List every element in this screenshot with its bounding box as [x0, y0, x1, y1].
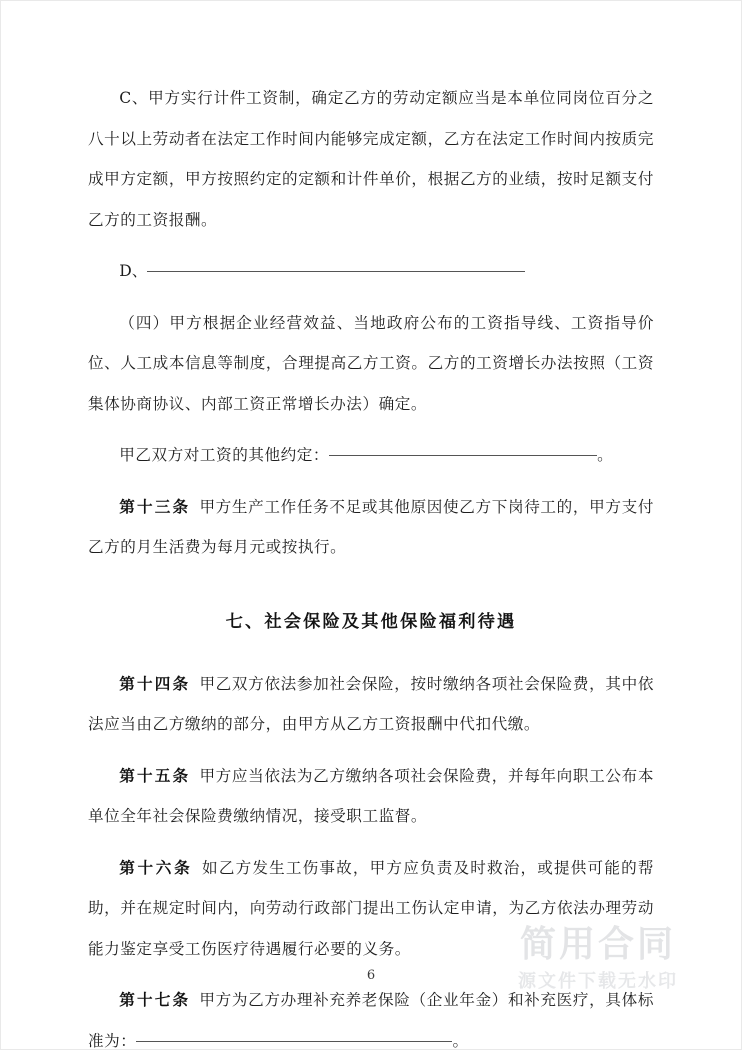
- paragraph-article-15: [88, 756, 654, 837]
- clause-d-label: D、: [119, 262, 148, 280]
- spacer: [88, 424, 654, 435]
- paragraph-article-16: [88, 848, 654, 970]
- other-wage-agreement-blank-field[interactable]: [329, 454, 597, 456]
- watermark-tagline: 源文件下载无水印: [518, 971, 678, 992]
- paragraph-clause-d: [88, 251, 654, 292]
- article-13-text: 甲方生产工作任务不足或其他原因使乙方下岗待工的，甲方支付乙方的月生活费为每月元或按执行。: [88, 497, 654, 556]
- watermark-brand: 简用合同: [519, 924, 676, 965]
- article-13-label: 第十三条: [119, 496, 191, 516]
- paragraph-article-13: [88, 487, 654, 568]
- spacer: [88, 642, 654, 664]
- spacer: [88, 745, 654, 756]
- article-14-label: 第十四条: [119, 673, 191, 693]
- article-17-standard-suffix: 。: [452, 1031, 469, 1050]
- paragraph-article-14: [88, 664, 654, 745]
- document-body: [88, 78, 654, 1050]
- paragraph-clause-c: C、甲方实行计件工资制，确定乙方的劳动定额应当是本单位同岗位百分之八十以上劳动者在法定工作时间内能够完成定额，乙方在法定工作时间内按质完成甲方定额，甲方按照约定的定额和计件单价，根据乙方的业绩，按时足额支付乙方的工资报酬。: [88, 89, 654, 229]
- paragraph-other-wage-agreement: [88, 435, 654, 476]
- paragraph-item-four: （四）甲方根据企业经营效益、当地政府公布的工资指导线、工资指导价位、人工成本信息等制度，合理提高乙方工资。乙方的工资增长办法按照（工资集体协商协议、内部工资正常增长办法）确定。: [88, 313, 654, 413]
- article-17-standard-blank-field[interactable]: [136, 1040, 452, 1042]
- article-16-label: 第十六条: [119, 857, 193, 877]
- other-wage-agreement-suffix: 。: [597, 446, 614, 464]
- page-border-left: [0, 0, 1, 1050]
- page-number: 6: [366, 968, 376, 983]
- article-17-text: 甲方为乙方办理补充养老保险（企业年金）和补充医疗，: [199, 991, 606, 1009]
- article-15-text: 甲方应当依法为乙方缴纳各项社会保险费，并每年向职工公布本单位全年社会保险费缴纳情况，接受职工监督。: [88, 766, 654, 825]
- spacer: [88, 292, 654, 303]
- paragraph-article-17: [88, 980, 654, 1050]
- section-heading-7: 七、社会保险及其他保险福利待遇: [225, 611, 517, 632]
- page-border-top: [0, 0, 742, 1]
- clause-d-blank-field[interactable]: [147, 270, 525, 272]
- article-17-label: 第十七条: [119, 990, 191, 1009]
- article-15-label: 第十五条: [119, 765, 191, 785]
- spacer: [88, 568, 654, 602]
- spacer: [88, 476, 654, 487]
- article-17-standard-label: 具体标准为：: [88, 991, 654, 1050]
- other-wage-agreement-label: 甲乙双方对工资的其他约定：: [119, 446, 330, 464]
- article-14-text: 甲乙双方依法参加社会保险，按时缴纳各项社会保险费，其中依法应当由乙方缴纳的部分，由甲方从乙方工资报酬中代扣代缴。: [88, 674, 654, 733]
- spacer: [88, 837, 654, 848]
- spacer: [88, 240, 654, 251]
- article-16-text: 如乙方发生工伤事故，甲方应负责及时救治，或提供可能的帮助，并在规定时间内，向劳动行政部门提出工伤认定申请，为乙方依法办理劳动能力鉴定享受工伤医疗待遇履行必要的义务。: [88, 858, 654, 958]
